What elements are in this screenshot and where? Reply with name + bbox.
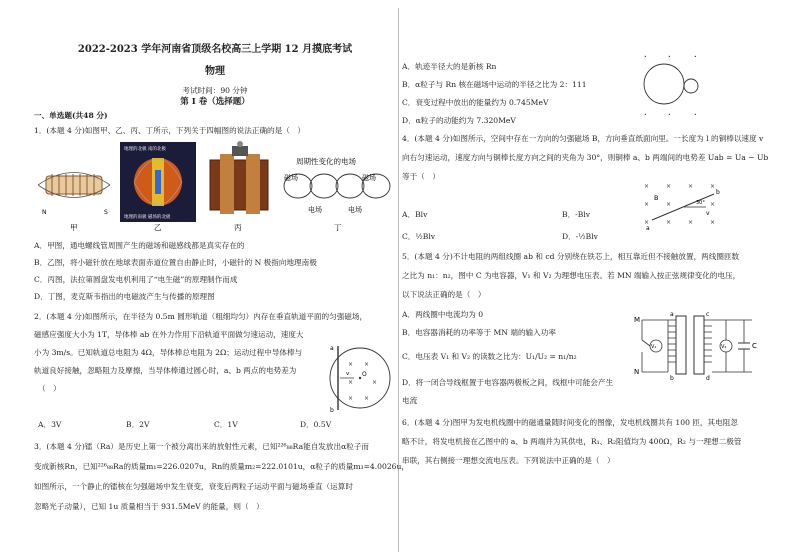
svg-text:×: ×: [710, 183, 716, 190]
q6-line-2: 略不计，将发电机接在乙图中的 a、b 两端并为其供电，R₁、R₂阻值均为 400Ω，R₂ 与一理想二极管: [402, 437, 742, 446]
svg-text:•: •: [694, 113, 697, 118]
svg-text:×: ×: [666, 183, 672, 190]
svg-text:•: •: [668, 113, 671, 118]
q5-option-b: B．电容器消耗的功率等于 MN 端的输入功率: [402, 328, 556, 337]
q5-label-d: d: [706, 375, 710, 380]
q4-line-2: 向右匀速运动，速度方向与铜棒长度方向之间的夹角为 30°，则铜棒 a、b 两端间的电势差 Uab = Ua − Ub: [402, 153, 769, 162]
q4-option-c: C．½Blv: [402, 232, 436, 241]
section-title: 一、单选题(共48 分): [34, 111, 108, 120]
svg-text:•: •: [694, 55, 697, 60]
q5-line-1: 5．(本题 4 分)不计电阻的两组线圈 ab 和 cd 分别绕在铁芯上，相互靠近但不接触放置，两线圈匝数: [402, 252, 740, 261]
fig-label-yi: 乙: [154, 223, 162, 232]
q5-option-d-cont: 电流: [402, 396, 418, 405]
q2-line-4: 轨道良好接触，忽略阻力及摩擦，当导体棒通过圆心时，a、b 两点的电势差为: [34, 366, 297, 375]
q4-label-B: B: [654, 194, 659, 202]
q3-figure: [638, 50, 708, 122]
q4-option-d: D．-½Blv: [562, 232, 598, 241]
q5-label-V2: V₂: [721, 344, 727, 350]
q1-option-d: D．丁图，麦克斯韦指出的电磁波产生与传播的原理图: [34, 292, 215, 301]
q2-line-1: 2．(本题 4 分)如图所示，在半径为 0.5m 圆形轨道（粗细均匀）内存在垂直轨道平面的匀强磁场，: [34, 312, 368, 321]
svg-text:•: •: [644, 113, 647, 118]
part-title: 第 I 卷（选择题）: [180, 97, 250, 107]
q2-line-5: （ ）: [38, 384, 61, 393]
q3-line-3: 如图所示，一个静止的镭核在匀强磁场中发生衰变，衰变后两粒子运动平面与磁场垂直（运算时: [34, 482, 353, 491]
svg-text:×: ×: [372, 379, 378, 386]
q3-option-a: A．轨迹半径大的是新核 Rn: [402, 62, 497, 71]
q2-option-d: D．0.5V: [300, 420, 332, 429]
svg-text:×: ×: [348, 395, 354, 402]
svg-text:×: ×: [666, 201, 672, 208]
svg-text:×: ×: [348, 361, 354, 368]
q3-option-c: C．衰变过程中放出的能量约为 0.745MeV: [402, 98, 549, 107]
svg-text:×: ×: [666, 219, 672, 226]
q2-figure: [324, 342, 396, 414]
q4-figure: [640, 178, 738, 236]
q1-figures: [34, 140, 396, 232]
svg-text:×: ×: [710, 201, 716, 208]
q4-label-v: v: [706, 210, 710, 217]
q1-option-c: C．丙图，法拉第圆盘发电机利用了“电生磁”的原理制作而成: [34, 275, 238, 284]
q2-option-b: B．2V: [126, 420, 150, 429]
q5-line-2: 之比为 n₁：n₂，图中 C 为电容器，V₁ 和 V₂ 为理想电压表。若 MN 端输入按正弦规律变化的电压，: [402, 271, 741, 280]
q5-figure: [632, 306, 762, 380]
subject-title: 物理: [205, 66, 225, 77]
q3-option-b: B．α粒子与 Rn 核在磁场中运动的半径之比为 2：111: [402, 80, 587, 89]
ding-label-c: 电场: [308, 206, 322, 214]
ding-label-d: 电场: [348, 206, 362, 214]
fig-label-ding: 丁: [334, 223, 342, 232]
q1-option-b: B．乙图，将小磁针放在地球表面赤道位置自由静止时，小磁针的 N 极指向地理南极: [34, 258, 317, 267]
q4-option-b: B．-Blv: [562, 210, 591, 219]
svg-text:•: •: [668, 55, 671, 60]
svg-text:×: ×: [644, 183, 650, 190]
q2-option-c: C．1V: [214, 420, 238, 429]
svg-text:×: ×: [710, 219, 716, 226]
svg-text:×: ×: [364, 361, 370, 368]
faraday-figure: [210, 141, 268, 214]
q4-label-b: b: [716, 189, 720, 196]
svg-text:•: •: [644, 55, 647, 60]
q5-label-V1: V₁: [651, 344, 657, 350]
q6-line-3: 串联，其右侧接一理想交流电压表。下列说法中正确的是（ ）: [402, 456, 615, 465]
svg-text:×: ×: [348, 379, 354, 386]
q5-label-N: N: [634, 368, 640, 376]
svg-text:×: ×: [644, 201, 650, 208]
q5-label-a: a: [670, 311, 674, 318]
exam-time: 考试时间：90 分钟: [182, 86, 248, 95]
q3-option-d: D．α粒子的动能约为 7.320MeV: [402, 116, 516, 125]
q5-label-b: b: [670, 375, 674, 380]
q3-line-1: 3．(本题 4 分)镭（Ra）是历史上第一个被分离出来的放射性元素，已知²²⁶₈₈Ra能自发放出α粒子而: [34, 442, 369, 451]
ding-label-a: 磁场: [284, 174, 298, 182]
q3-line-4: 忽略光子动量），已知 1u 质量相当于 931.5MeV 的能量，则（ ）: [34, 502, 264, 511]
q5-option-c: C．电压表 V₁ 和 V₂ 的读数之比为：U₁/U₂ = n₁/n₂: [402, 352, 577, 361]
svg-text:N: N: [42, 209, 47, 216]
q5-label-C: C: [752, 342, 757, 350]
q6-line-1: 6．(本题 4 分)图甲为发电机线圈中的磁通量随时间变化的图像，发电机线圈共有 100 匝，其电阻忽: [402, 418, 738, 427]
earth-field-figure: [120, 142, 196, 222]
svg-text:×: ×: [688, 183, 694, 190]
q5-line-3: 以下说法正确的是（ ）: [402, 290, 486, 299]
earth-bottom-label: 地理的南极 磁场的北极: [124, 215, 171, 220]
solenoid-figure: [38, 173, 110, 217]
fig-label-bing: 丙: [234, 223, 242, 232]
earth-top-label: 地理的北极 南的北极: [124, 147, 166, 152]
q5-option-d: D．将一闭合导线框置于电容器两极板之间，线框中可能会产生: [402, 378, 614, 387]
svg-text:×: ×: [364, 395, 370, 402]
q2-label-a: a: [330, 345, 334, 352]
q2-label-b: b: [330, 407, 334, 414]
q4-option-a: A．Blv: [402, 210, 428, 219]
q5-label-c: c: [706, 311, 710, 318]
svg-text:S: S: [104, 209, 108, 216]
q1-option-a: A．甲图，通电螺线管周围产生的磁场和磁感线都是真实存在的: [34, 241, 245, 250]
q2-line-3: 小为 3m/s。已知轨道总电阻为 4Ω，导体棒总电阻为 2Ω；运动过程中导体棒与: [34, 348, 303, 357]
svg-text:×: ×: [688, 219, 694, 226]
exam-title: 2022-2023 学年河南省顶级名校高三上学期 12 月摸底考试: [77, 44, 353, 55]
fig-label-jia: 甲: [70, 223, 78, 232]
q5-label-M: M: [634, 316, 641, 324]
q4-line-3: 等于（ ）: [402, 172, 440, 181]
q2-line-2: 磁感应强度大小为 1T，导体棒 ab 在外力作用下沿轨道平面做匀速运动，速度大: [34, 330, 304, 339]
q4-label-a: a: [646, 225, 650, 232]
ding-title: 周期性变化的电场: [296, 157, 356, 166]
q1-stem: 1．(本题 4 分)如图甲、乙、丙、丁所示，下列关于四幅图的说法正确的是（ ）: [34, 126, 306, 135]
q2-label-o: O: [362, 371, 367, 378]
q5-option-a: A．两线圈中电流均为 0: [402, 310, 484, 319]
q4-label-angle: 30°: [696, 200, 705, 206]
svg-text:×: ×: [644, 219, 650, 226]
q2-label-v: v: [346, 371, 350, 377]
q3-line-2: 变成新核Rn，已知²²⁶₈₈Ra的质量m₁=226.0207u，Rn的质量m₂=222.0101u，α粒子的质量m₃=4.0026u，: [34, 462, 409, 471]
q2-option-a: A．3V: [38, 420, 62, 429]
q4-line-1: 4．(本题 4 分)如图所示，空间中存在一方向的匀强磁场 B，方向垂直纸面向里。一长度为 l 的铜棒以速度 v: [402, 134, 764, 143]
ding-label-b: 磁场: [362, 174, 376, 182]
